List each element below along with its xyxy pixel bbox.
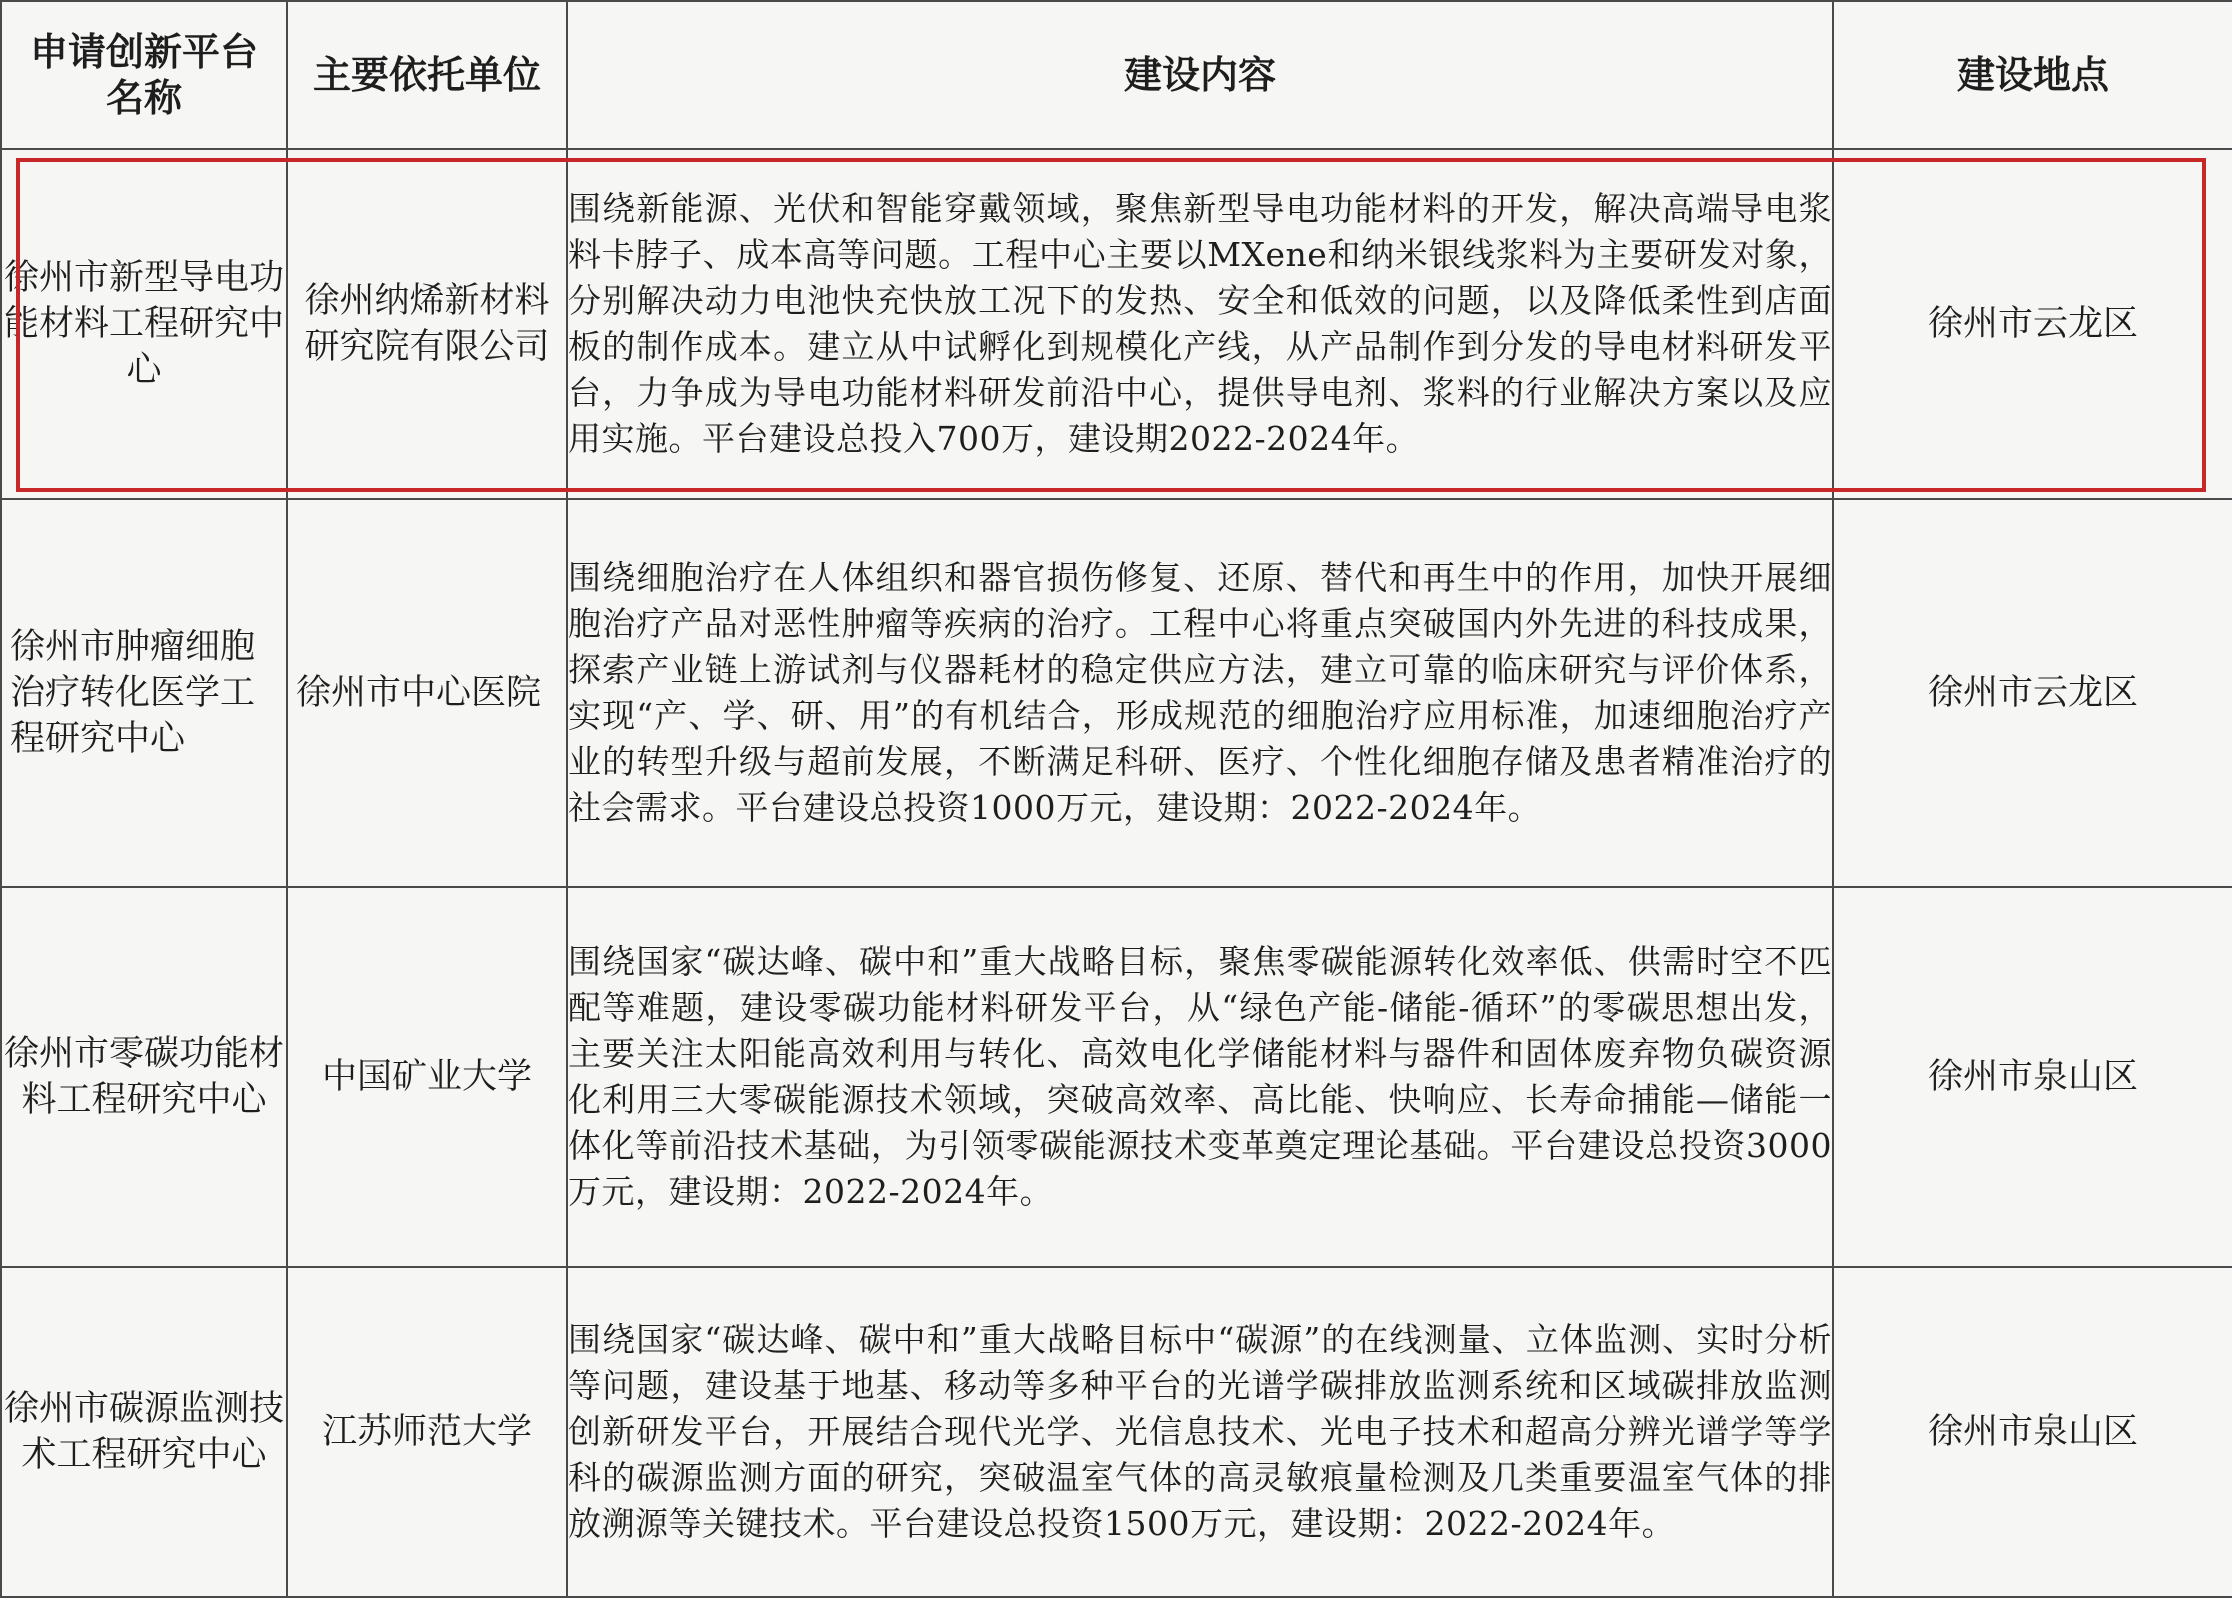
construction-content: 围绕细胞治疗在人体组织和器官损伤修复、还原、替代和再生中的作用，加快开展细胞治疗产品对恶性肿瘤等疾病的治疗。工程中心将重点突破国内外先进的科技成果，探索产业链上游试剂与仪器耗材的稳定供应方法，建立可靠的临床研究与评价体系，实现“产、学、研、用”的有机结合，形成规范的细胞治疗应用标准，加速细胞治疗产业的转型升级与超前发展，不断满足科研、医疗、个性化细胞存储及患者精准治疗的社会需求。平台建设总投资1000万元，建设期：2022-2024年。: [567, 499, 1833, 887]
construction-content: 围绕国家“碳达峰、碳中和”重大战略目标中“碳源”的在线测量、立体监测、实时分析等问题，建设基于地基、移动等多种平台的光谱学碳排放监测系统和区域碳排放监测创新研发平台，开展结合现代光学、光信息技术、光电子技术和超高分辨光谱学等学科的碳源监测方面的研究，突破温室气体的高灵敏痕量检测及几类重要温室气体的排放溯源等关键技术。平台建设总投资1500万元，建设期：2022-2024年。: [567, 1267, 1833, 1597]
construction-location: 徐州市泉山区: [1833, 1267, 2232, 1597]
host-unit: 江苏师范大学: [287, 1267, 567, 1597]
platform-name: 徐州市肿瘤细胞治疗转化医学工程研究中心: [1, 499, 287, 887]
host-unit: 徐州市中心医院: [287, 499, 567, 887]
table-row: [1, 887, 2232, 1267]
platform-name: 徐州市零碳功能材料工程研究中心: [1, 887, 287, 1267]
table-row: [1, 149, 2232, 499]
construction-content: 围绕国家“碳达峰、碳中和”重大战略目标，聚焦零碳能源转化效率低、供需时空不匹配等难题，建设零碳功能材料研发平台，从“绿色产能-储能-循环”的零碳思想出发，主要关注太阳能高效利用与转化、高效电化学储能材料与器件和固体废弃物负碳资源化利用三大零碳能源技术领域，突破高效率、高比能、快响应、长寿命捕能—储能一体化等前沿技术基础，为引领零碳能源技术变革奠定理论基础。平台建设总投资3000万元，建设期：2022-2024年。: [567, 887, 1833, 1267]
table-header-row: [1, 1, 2232, 149]
table-row: [1, 499, 2232, 887]
host-unit: 徐州纳烯新材料研究院有限公司: [287, 149, 567, 499]
header-host-unit: 主要依托单位: [287, 1, 567, 149]
header-location: 建设地点: [1833, 1, 2232, 149]
construction-location: 徐州市云龙区: [1833, 499, 2232, 887]
construction-content: 围绕新能源、光伏和智能穿戴领域，聚焦新型导电功能材料的开发，解决高端导电浆料卡脖子、成本高等问题。工程中心主要以MXene和纳米银线浆料为主要研发对象，分别解决动力电池快充快放工况下的发热、安全和低效的问题，以及降低柔性到店面板的制作成本。建立从中试孵化到规模化产线，从产品制作到分发的导电材料研发平台，力争成为导电功能材料研发前沿中心，提供导电剂、浆料的行业解决方案以及应用实施。平台建设总投入700万，建设期2022-2024年。: [567, 149, 1833, 499]
construction-location: 徐州市泉山区: [1833, 887, 2232, 1267]
platform-name: 徐州市新型导电功能材料工程研究中心: [1, 149, 287, 499]
header-content: 建设内容: [567, 1, 1833, 149]
table-row: [1, 1267, 2232, 1597]
construction-location: 徐州市云龙区: [1833, 149, 2232, 499]
host-unit: 中国矿业大学: [287, 887, 567, 1267]
header-platform-name: 申请创新平台名称: [1, 1, 287, 149]
platform-name: 徐州市碳源监测技术工程研究中心: [1, 1267, 287, 1597]
